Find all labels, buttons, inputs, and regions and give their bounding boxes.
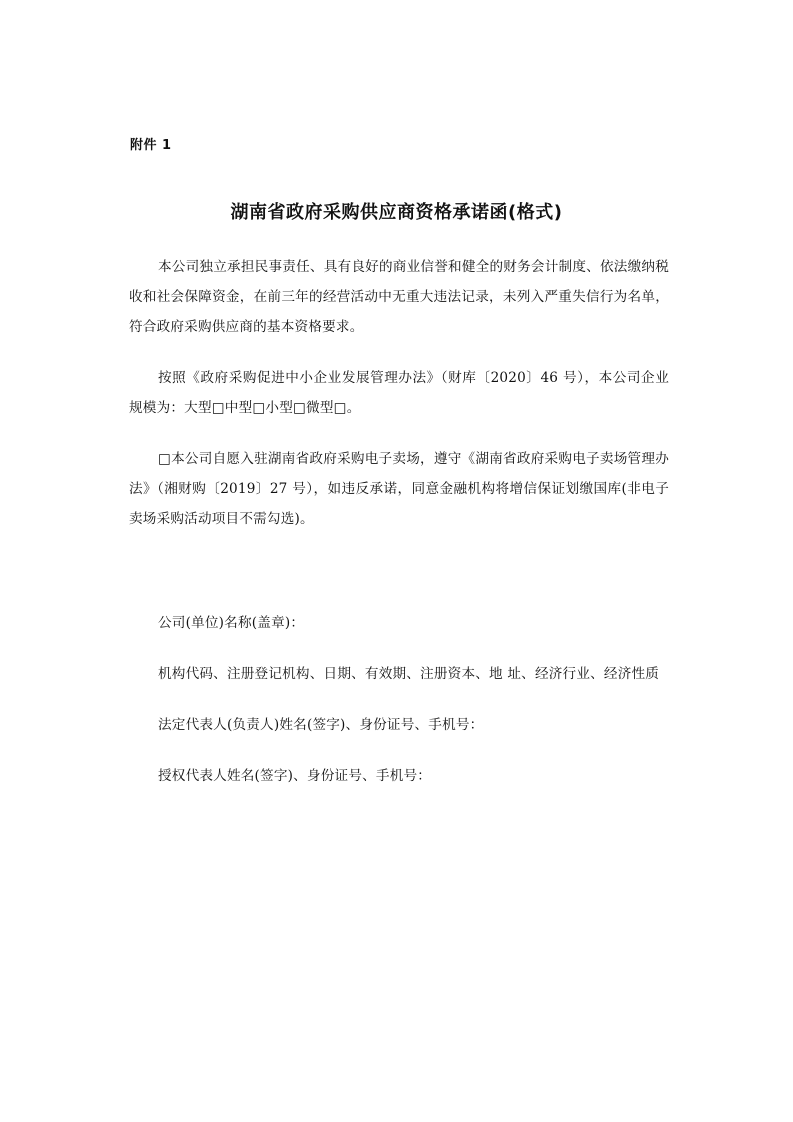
legal-representative-line: 法定代表人(负责人)姓名(签字)、身份证号、手机号： bbox=[158, 717, 484, 733]
qualification-paragraph: 本公司独立承担民事责任、具有良好的商业信誉和健全的财务会计制度、依法缴纳税收和社会保障资金，在前三年的经营活动中无重大违法记录，未列入严重失信行为名单，符合政府采购供应商的基本资格要求。 bbox=[129, 259, 669, 335]
enterprise-scale-paragraph: 按照《政府采购促进中小企业发展管理办法》（财库〔2020〕46 号），本公司企业规模为：大型□中型□小型□微型□。 bbox=[129, 370, 669, 416]
authorized-representative-line: 授权代表人姓名(签字)、身份证号、手机号： bbox=[158, 768, 432, 784]
attachment-label: 附件 1 bbox=[130, 138, 172, 153]
e-mall-commitment-paragraph: □本公司自愿入驻湖南省政府采购电子卖场，遵守《湖南省政府采购电子卖场管理办法》（湘财购〔2019〕27 号），如违反承诺，同意金融机构将增信保证划缴国库(非电子卖场采购活动项目不需勾选)。 bbox=[129, 451, 669, 527]
document-title: 湖南省政府采购供应商资格承诺函(格式) bbox=[230, 202, 563, 223]
company-name-line: 公司(单位)名称(盖章)： bbox=[158, 615, 305, 631]
organization-info-line: 机构代码、注册登记机构、日期、有效期、注册资本、地 址、经济行业、经济性质 bbox=[158, 666, 660, 682]
